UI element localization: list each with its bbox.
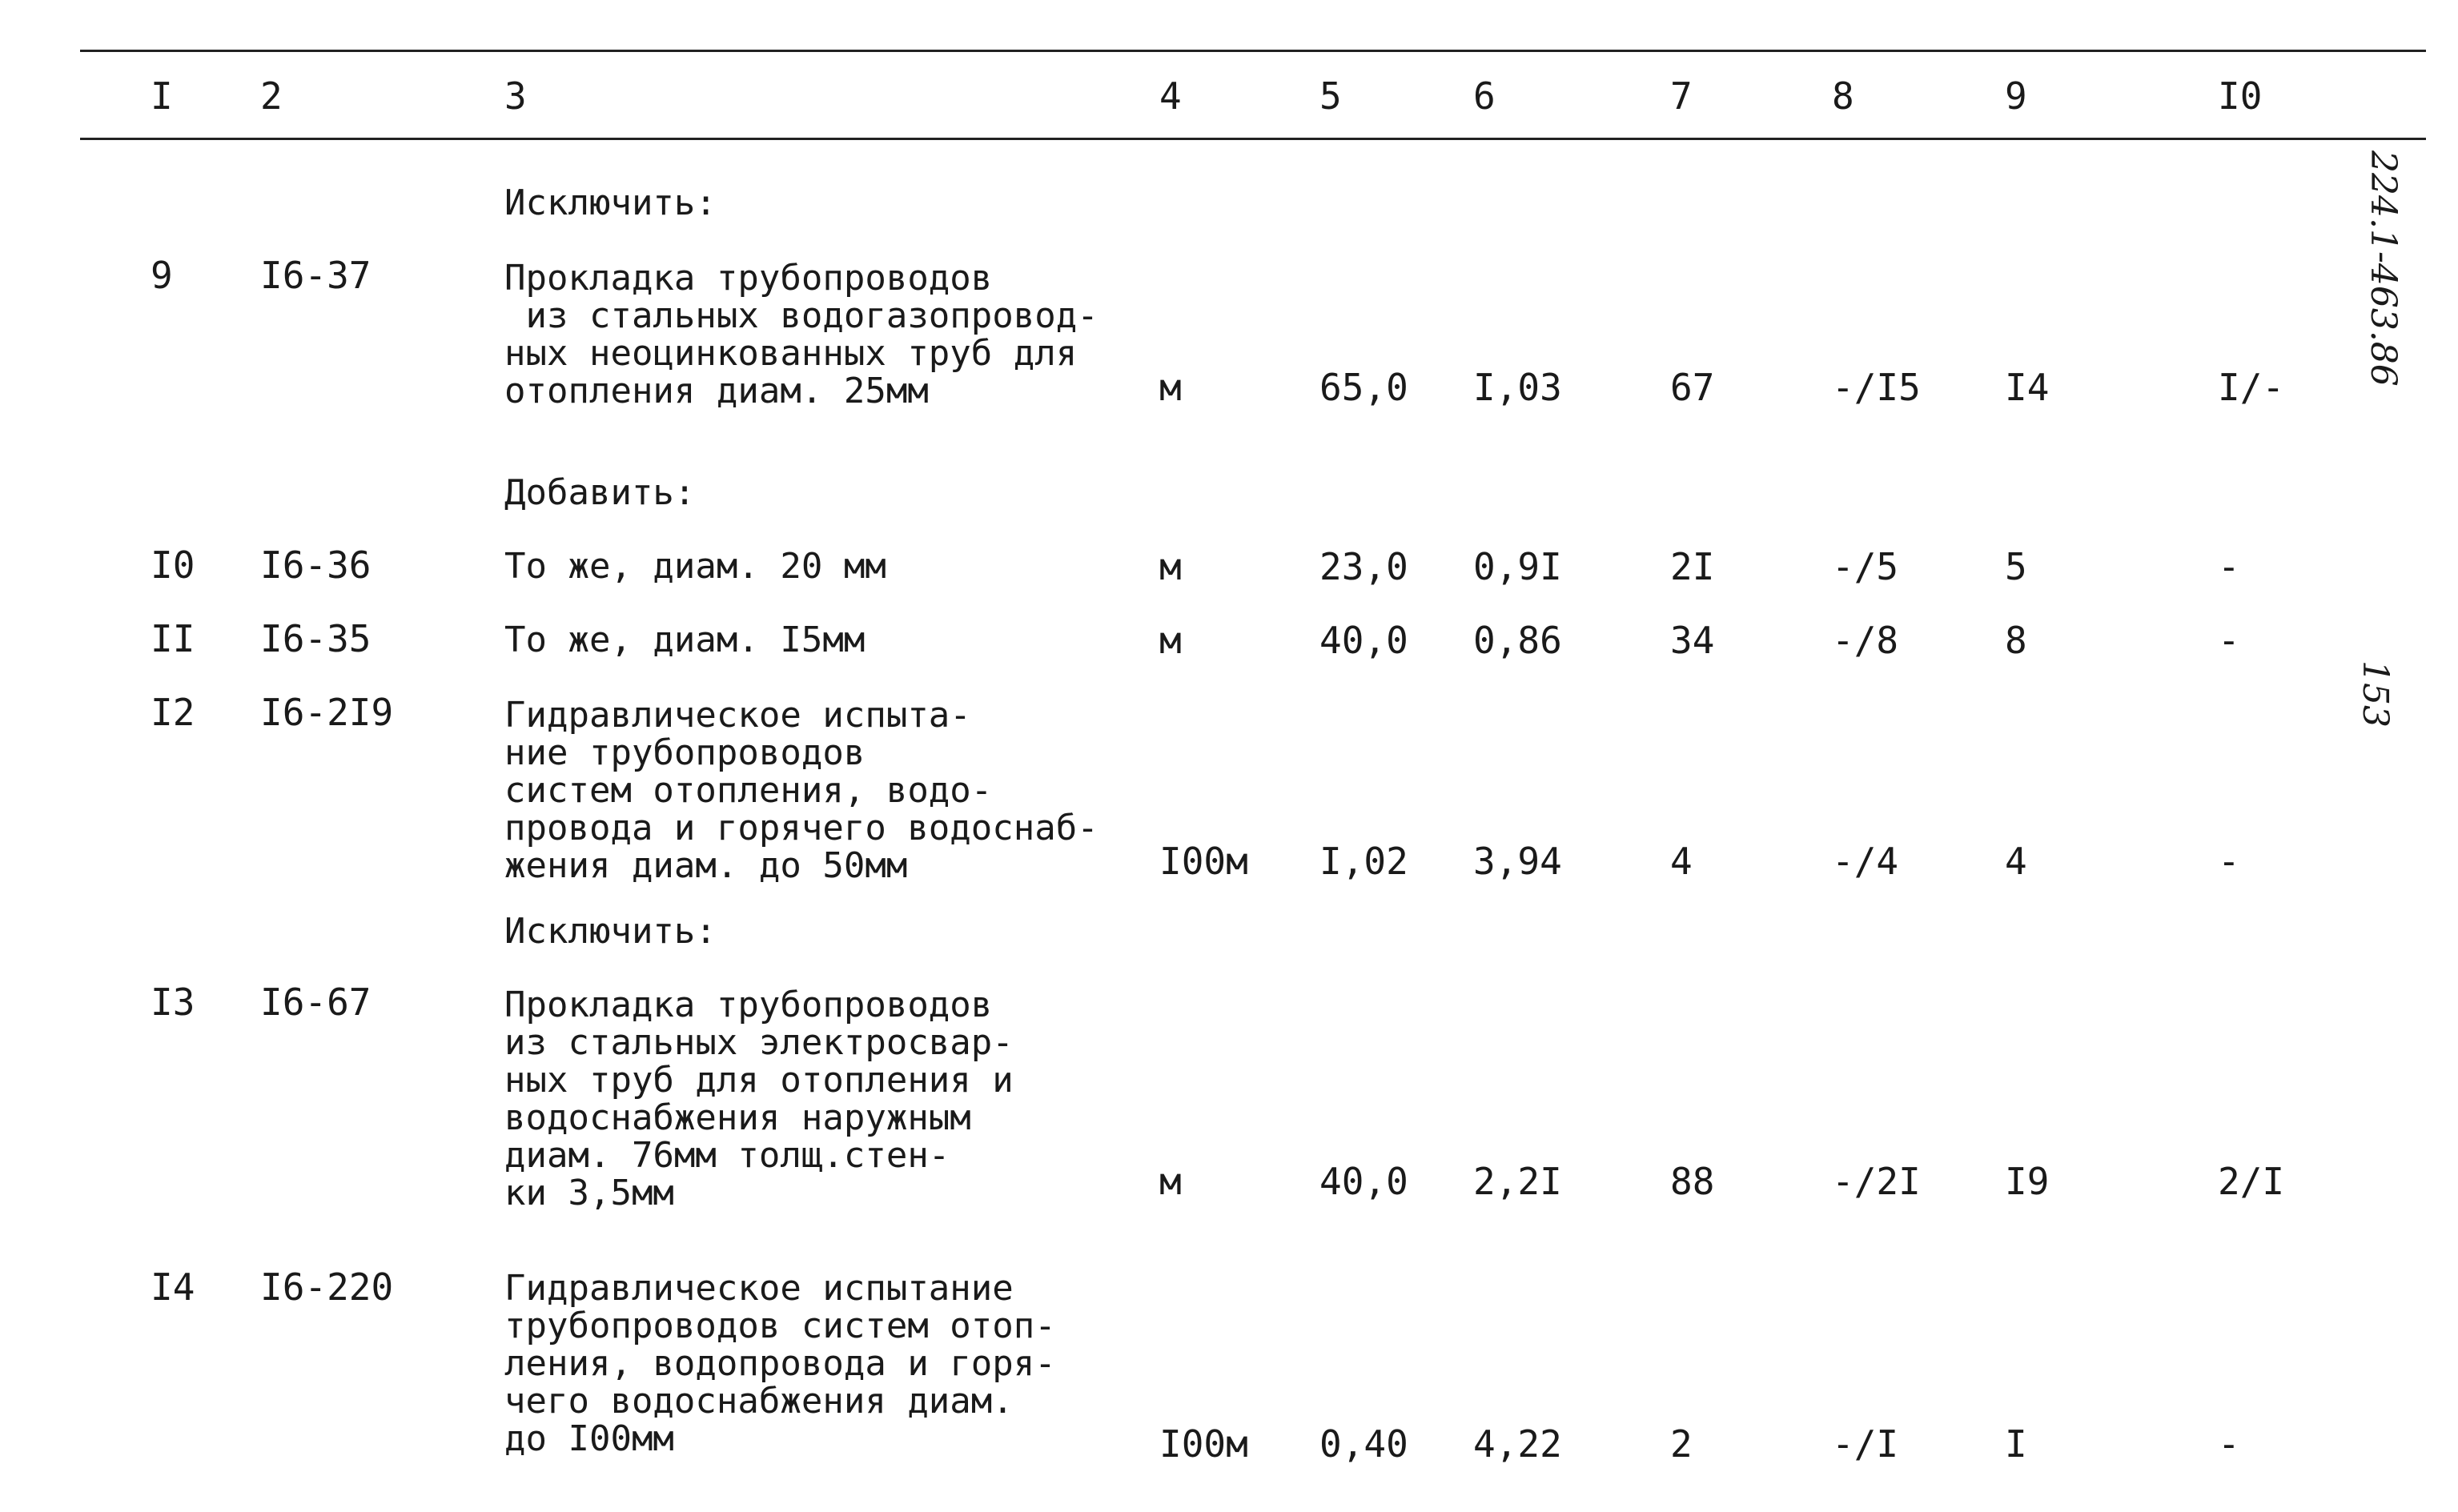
section-label-exclude-2: Исключить:	[504, 911, 717, 952]
row-10-code: I6-36	[260, 543, 372, 587]
row-13-number: I3	[151, 981, 195, 1024]
row-9-col10: I/-	[2218, 366, 2285, 409]
row-9-col8: -/I5	[1832, 366, 1921, 409]
row-11-unit: м	[1159, 619, 1182, 662]
row-12-description: Гидравлическое испыта- ние трубопроводов систем отопления, водо- провода и горячего водоснаб- жения диам. до 50мм	[504, 695, 1098, 886]
row-12-unit: I00м	[1159, 840, 1248, 883]
row-10-unit: м	[1159, 545, 1182, 588]
row-11-code: I6-35	[260, 617, 372, 660]
row-12-col6: 3,94	[1473, 840, 1562, 883]
section-label-exclude: Исключить:	[504, 182, 717, 223]
row-9-col6: I,03	[1473, 366, 1562, 409]
row-13-col6: 2,2I	[1473, 1160, 1562, 1203]
row-10-description: То же, диам. 20 мм	[504, 546, 886, 587]
margin-page-number: 153	[2355, 660, 2396, 728]
row-11-col5: 40,0	[1319, 619, 1408, 662]
row-9-code: I6-37	[260, 254, 372, 297]
row-11-number: II	[151, 617, 195, 660]
col-header-3: 3	[504, 74, 527, 118]
row-12-number: I2	[151, 691, 195, 734]
row-14-col5: 0,40	[1319, 1422, 1408, 1466]
row-13-code: I6-67	[260, 981, 372, 1024]
row-11-col10: -	[2218, 619, 2240, 662]
header-bottom-rule	[80, 138, 2426, 140]
row-10-col9: 5	[2005, 545, 2027, 588]
row-13-col8: -/2I	[1832, 1160, 1921, 1203]
col-header-6: 6	[1473, 74, 1496, 118]
row-10-col6: 0,9I	[1473, 545, 1562, 588]
row-14-col10: -	[2218, 1422, 2240, 1466]
col-header-7: 7	[1670, 74, 1693, 118]
row-11-col6: 0,86	[1473, 619, 1562, 662]
col-header-2: 2	[260, 74, 283, 118]
col-header-1: I	[151, 74, 173, 118]
row-12-col8: -/4	[1832, 840, 1899, 883]
col-header-10: I0	[2218, 74, 2263, 118]
row-9-col9: I4	[2005, 366, 2050, 409]
row-14-col9: I	[2005, 1422, 2027, 1466]
row-9-description: Прокладка трубопроводов из стальных водогазопровод- ных неоцинкованных труб для отопления диам. 25мм	[504, 258, 1098, 411]
row-12-col7: 4	[1670, 840, 1693, 883]
row-9-col5: 65,0	[1319, 366, 1408, 409]
row-13-unit: м	[1159, 1160, 1182, 1203]
row-12-col9: 4	[2005, 840, 2027, 883]
row-10-number: I0	[151, 543, 195, 587]
row-13-col7: 88	[1670, 1160, 1715, 1203]
row-10-col5: 23,0	[1319, 545, 1408, 588]
col-header-5: 5	[1319, 74, 1342, 118]
row-11-col8: -/8	[1832, 619, 1899, 662]
col-header-4: 4	[1159, 74, 1182, 118]
row-11-col9: 8	[2005, 619, 2027, 662]
row-11-col7: 34	[1670, 619, 1715, 662]
row-10-col10: -	[2218, 545, 2240, 588]
row-11-description: То же, диам. I5мм	[504, 620, 866, 660]
row-13-col5: 40,0	[1319, 1160, 1408, 1203]
row-9-number: 9	[151, 254, 173, 297]
row-12-code: I6-2I9	[260, 691, 394, 734]
row-9-unit: м	[1159, 366, 1182, 409]
row-14-col6: 4,22	[1473, 1422, 1562, 1466]
section-label-add: Добавить:	[504, 472, 696, 513]
row-9-col7: 67	[1670, 366, 1715, 409]
row-13-col9: I9	[2005, 1160, 2050, 1203]
row-13-col10: 2/I	[2218, 1160, 2285, 1203]
header-top-rule	[80, 50, 2426, 52]
row-14-col7: 2	[1670, 1422, 1693, 1466]
row-10-col8: -/5	[1832, 545, 1899, 588]
row-14-unit: I00м	[1159, 1422, 1248, 1466]
margin-document-code: 224.1-463.86	[2363, 150, 2404, 387]
row-14-description: Гидравлическое испытание трубопроводов систем отоп- ления, водопровода и горя- чего водоснабжения диам. до I00мм	[504, 1268, 1056, 1459]
row-12-col10: -	[2218, 840, 2240, 883]
row-10-col7: 2I	[1670, 545, 1715, 588]
row-13-description: Прокладка трубопроводов из стальных электросвар- ных труб для отопления и водоснабжения наружным диам. 76мм толщ.стен- ки 3,5мм	[504, 985, 1014, 1213]
row-14-code: I6-220	[260, 1265, 394, 1309]
row-14-number: I4	[151, 1265, 195, 1309]
col-header-8: 8	[1832, 74, 1854, 118]
row-12-col5: I,02	[1319, 840, 1408, 883]
col-header-9: 9	[2005, 74, 2027, 118]
row-14-col8: -/I	[1832, 1422, 1899, 1466]
